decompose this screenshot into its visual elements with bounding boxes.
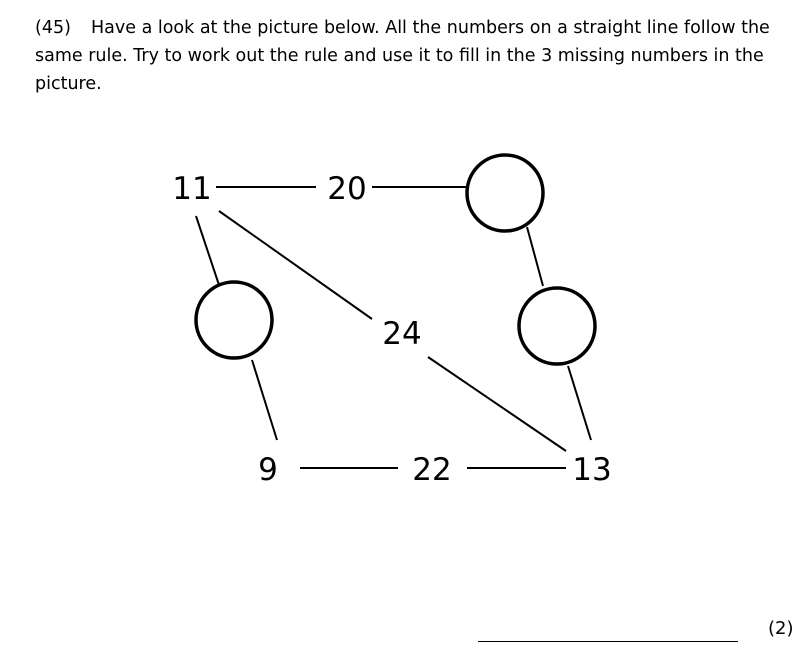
- line-11-to-left-circle: [196, 216, 219, 285]
- question-prompt: Have a look at the picture below. All the numbers on a straight line follow the same rule. Try to work out the rule and use it to fill in the 3 missing numbers in the picture.: [35, 18, 770, 94]
- missing-number-circle-left[interactable]: [196, 282, 272, 358]
- line-24-to-13: [428, 357, 566, 451]
- line-top-circle-to-right-circle: [527, 227, 543, 286]
- missing-number-circle-top-right[interactable]: [467, 155, 543, 231]
- line-right-circle-to-13: [568, 366, 591, 440]
- number-bottom-left: 9: [258, 452, 278, 488]
- line-left-circle-to-9: [252, 360, 277, 440]
- number-center: 24: [382, 316, 422, 352]
- number-top-left: 11: [172, 171, 212, 207]
- number-bottom-right: 13: [572, 452, 612, 488]
- answer-line[interactable]: [478, 641, 738, 642]
- number-top-middle: 20: [327, 171, 367, 207]
- number-bottom-middle: 22: [412, 452, 452, 488]
- marks-label: (2): [768, 618, 794, 639]
- question-number: (45): [35, 18, 71, 38]
- missing-number-circle-right[interactable]: [519, 288, 595, 364]
